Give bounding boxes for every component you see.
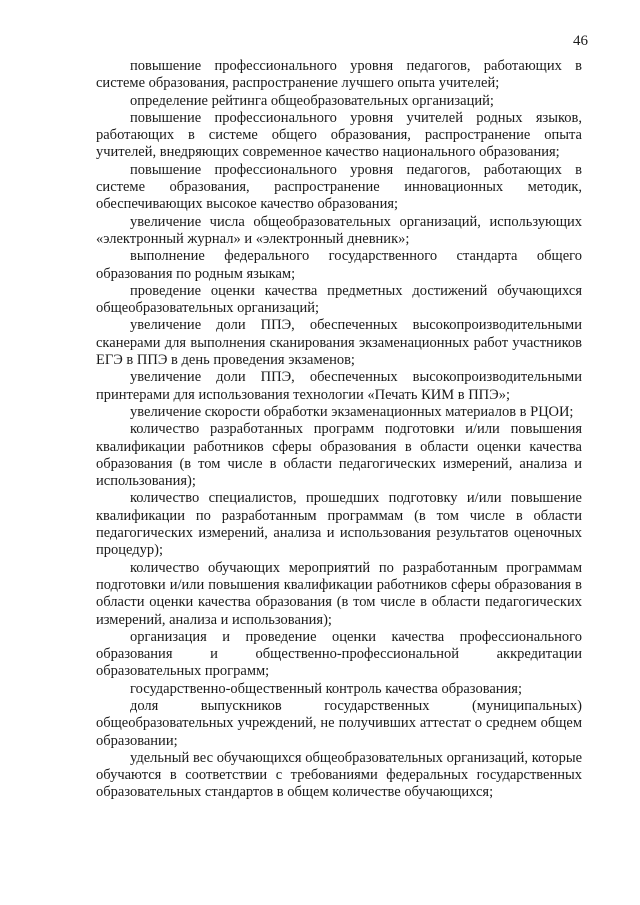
list-paragraph: количество обучающих мероприятий по разработанным программам подготовки и/или повышения квалификации работников сферы образования в области оценки качества образования (в том числе в области педагогических измерений, анализа и использования);	[96, 559, 582, 628]
list-paragraph: повышение профессионального уровня педагогов, работающих в системе образования, распространение лучшего опыта учителей;	[96, 58, 582, 92]
list-paragraph: количество разработанных программ подготовки и/или повышения квалификации работников сферы образования в области оценки качества образования (в том числе в области педагогических измерений, анализа и использования);	[96, 421, 582, 490]
list-paragraph: организация и проведение оценки качества профессионального образования и общественно-профессиональной аккредитации образовательных программ;	[96, 628, 582, 680]
list-paragraph: доля выпускников государственных (муниципальных) общеобразовательных учреждений, не получивших аттестат о среднем общем образовании;	[96, 697, 582, 749]
list-paragraph: повышение профессионального уровня учителей родных языков, работающих в системе общего образования, распространение опыта учителей, внедряющих современное качество национального образования;	[96, 109, 582, 161]
list-paragraph: количество специалистов, прошедших подготовку и/или повышение квалификации по разработанным программам (в том числе в области педагогических измерений, анализа и использования результатов оценочных процедур);	[96, 490, 582, 559]
list-paragraph: удельный вес обучающихся общеобразовательных организаций, которые обучаются в соответствии с требованиями федеральных государственных образовательных стандартов в общем количестве обучающихся;	[96, 749, 582, 801]
list-paragraph: государственно-общественный контроль качества образования;	[130, 680, 523, 697]
page-number: 46	[573, 33, 588, 49]
list-paragraph: увеличение доли ППЭ, обеспеченных высокопроизводительными принтерами для использования технологии «Печать КИМ в ППЭ»;	[96, 369, 582, 403]
list-paragraph: проведение оценки качества предметных достижений обучающихся общеобразовательных организаций;	[96, 282, 582, 317]
list-paragraph: увеличение скорости обработки экзаменационных материалов в РЦОИ;	[130, 403, 574, 420]
list-paragraph: увеличение числа общеобразовательных организаций, использующих «электронный журнал» и «электронный дневник»;	[96, 213, 582, 247]
list-paragraph: выполнение федерального государственного стандарта общего образования по родным языкам;	[96, 248, 582, 282]
list-paragraph: определение рейтинга общеобразовательных организаций;	[130, 92, 494, 109]
list-paragraph: увеличение доли ППЭ, обеспеченных высокопроизводительными сканерами для выполнения сканирования экзаменационных работ участников ЕГЭ в ППЭ в день проведения экзаменов;	[96, 317, 582, 369]
list-paragraph: повышение профессионального уровня педагогов, работающих в системе образования, распространение инновационных методик, обеспечивающих высокое качество образования;	[96, 161, 582, 213]
document-body	[96, 58, 582, 802]
